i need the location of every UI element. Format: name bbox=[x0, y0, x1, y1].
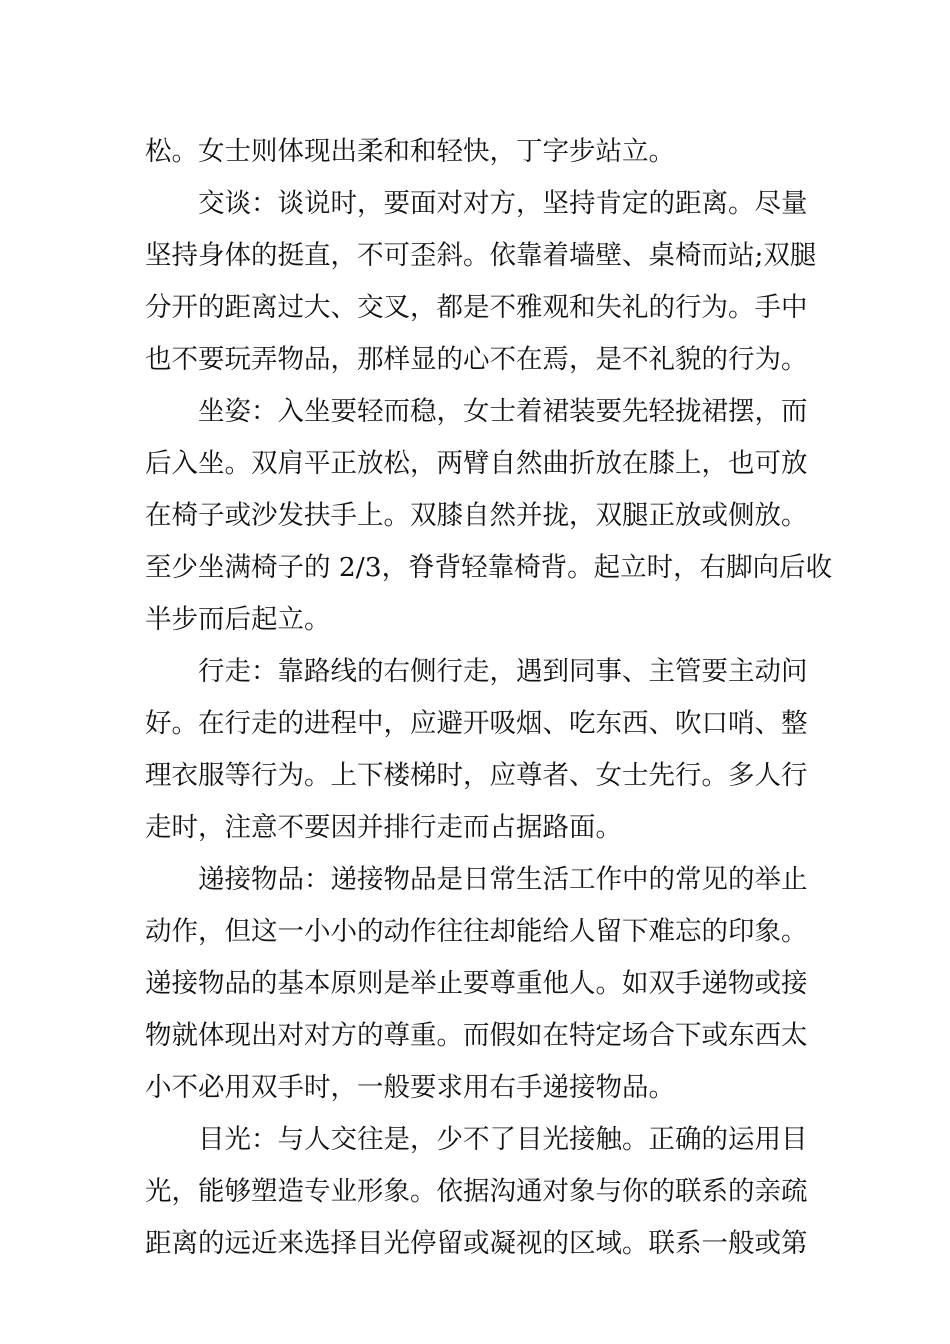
text-line: 距离的远近来选择目光停留或凝视的区域。联系一般或第 bbox=[145, 1228, 808, 1259]
paragraph-handing-items bbox=[145, 854, 815, 1114]
text-line: 坚持身体的挺直，不可歪斜。依靠着墙壁、桌椅而站;双腿 bbox=[145, 240, 817, 271]
paragraph-eye-contact bbox=[145, 1114, 815, 1270]
paragraph-conversation bbox=[145, 178, 815, 386]
text-line: 走时，注意不要因并排行走而占据路面。 bbox=[145, 812, 622, 843]
text-line: 物就体现出对对方的尊重。而假如在特定场合下或东西太 bbox=[145, 1020, 808, 1051]
text-line: 好。在行走的进程中，应避开吸烟、吃东西、吹口哨、整 bbox=[145, 708, 808, 739]
paragraph-standing-end bbox=[145, 126, 815, 178]
text-line: 半步而后起立。 bbox=[145, 604, 331, 635]
text-line: 递接物品：递接物品是日常生活工作中的常见的举止 bbox=[198, 864, 808, 895]
text-line: 也不要玩弄物品，那样显的心不在焉，是不礼貌的行为。 bbox=[145, 344, 808, 375]
text-line: 光，能够塑造专业形象。依据沟通对象与你的联系的亲疏 bbox=[145, 1176, 808, 1207]
text-line: 动作，但这一小小的动作往往却能给人留下难忘的印象。 bbox=[145, 916, 808, 947]
text-line: 小不必用双手时，一般要求用右手递接物品。 bbox=[145, 1072, 675, 1103]
text-line: 坐姿：入坐要轻而稳，女士着裙装要先轻拢裙摆，而 bbox=[198, 396, 808, 427]
text-line: 在椅子或沙发扶手上。双膝自然并拢，双腿正放或侧放。 bbox=[145, 500, 808, 531]
paragraph-sitting bbox=[145, 386, 833, 646]
text-line: 交谈：谈说时，要面对对方，坚持肯定的距离。尽量 bbox=[198, 188, 808, 219]
text-line: 行走：靠路线的右侧行走，遇到同事、主管要主动问 bbox=[198, 656, 808, 687]
text-line: 至少坐满椅子的 2/3，脊背轻靠椅背。起立时，右脚向后收 bbox=[145, 552, 833, 583]
text-line: 递接物品的基本原则是举止要尊重他人。如双手递物或接 bbox=[145, 968, 808, 999]
text-line: 分开的距离过大、交叉，都是不雅观和失礼的行为。手中 bbox=[145, 292, 808, 323]
text-line: 松。女士则体现出柔和和轻快，丁字步站立。 bbox=[145, 136, 675, 167]
paragraph-walking bbox=[145, 646, 815, 854]
text-line: 后入坐。双肩平正放松，两臂自然曲折放在膝上，也可放 bbox=[145, 448, 808, 479]
body-text bbox=[145, 126, 833, 1270]
text-line: 理衣服等行为。上下楼梯时，应尊者、女士先行。多人行 bbox=[145, 760, 808, 791]
text-line: 目光：与人交往是，少不了目光接触。正确的运用目 bbox=[198, 1124, 808, 1155]
